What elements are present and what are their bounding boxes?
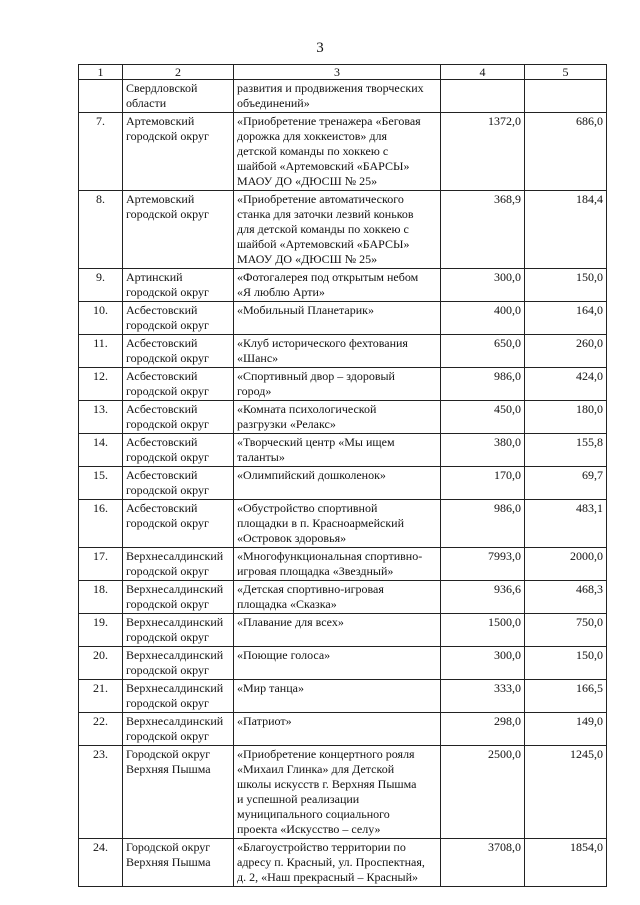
row-number-cell bbox=[79, 434, 123, 467]
project-name-cell bbox=[234, 191, 441, 269]
row-number-cell bbox=[79, 467, 123, 500]
project-name-cell bbox=[234, 680, 441, 713]
table-row bbox=[79, 191, 607, 269]
row-number: 12. bbox=[93, 369, 108, 383]
subsidy-amount: 686,0 bbox=[576, 114, 603, 128]
total-amount-cell bbox=[441, 434, 525, 467]
subsidy-amount: 424,0 bbox=[576, 369, 603, 383]
total-amount: 1500,0 bbox=[488, 615, 521, 629]
municipality-name: Верхнесалдинский городской округ bbox=[126, 714, 224, 743]
subsidy-amount: 180,0 bbox=[576, 402, 603, 416]
total-amount-cell bbox=[441, 113, 525, 191]
municipality-name-cell bbox=[123, 434, 234, 467]
table-row bbox=[79, 368, 607, 401]
municipality-name-cell bbox=[123, 269, 234, 302]
project-name: «Фотогалерея под открытым небом «Я люблю Арти» bbox=[237, 270, 419, 299]
municipality-name-cell bbox=[123, 80, 234, 113]
row-number-cell bbox=[79, 302, 123, 335]
project-name: «Клуб исторического фехтования «Шанс» bbox=[237, 336, 408, 365]
project-name: развития и продвижения творческих объединений» bbox=[237, 81, 424, 110]
row-number: 22. bbox=[93, 714, 108, 728]
project-name: «Спортивный двор – здоровый город» bbox=[237, 369, 395, 398]
row-number: 13. bbox=[93, 402, 108, 416]
project-name-cell bbox=[234, 467, 441, 500]
project-name: «Олимпийский дошколенок» bbox=[237, 468, 386, 482]
total-amount-cell bbox=[441, 335, 525, 368]
municipality-name: Верхнесалдинский городской округ bbox=[126, 648, 224, 677]
municipality-name: Свердловской области bbox=[126, 81, 198, 110]
total-amount-cell bbox=[441, 746, 525, 839]
municipality-name: Городской округ Верхняя Пышма bbox=[126, 840, 211, 869]
table-row bbox=[79, 548, 607, 581]
municipality-name-cell bbox=[123, 839, 234, 887]
header-row bbox=[79, 65, 607, 80]
total-amount: 300,0 bbox=[494, 648, 521, 662]
row-number: 16. bbox=[93, 501, 108, 515]
row-number: 18. bbox=[93, 582, 108, 596]
subsidy-amount-cell bbox=[525, 746, 607, 839]
table-row bbox=[79, 581, 607, 614]
table-row bbox=[79, 113, 607, 191]
total-amount-cell bbox=[441, 269, 525, 302]
table-row bbox=[79, 647, 607, 680]
total-amount-cell bbox=[441, 467, 525, 500]
project-name-cell bbox=[234, 80, 441, 113]
total-amount-cell bbox=[441, 368, 525, 401]
subsidy-amount-cell bbox=[525, 302, 607, 335]
municipality-name: Асбестовский городской округ bbox=[126, 468, 209, 497]
municipality-name-cell bbox=[123, 368, 234, 401]
project-name: «Патриот» bbox=[237, 714, 292, 728]
project-name: «Приобретение автоматического станка для заточки лезвий коньков для детской команды по хоккею с шайбой «Артемовский «БАРСЫ» МАОУ ДО «ДЮСШ № 25» bbox=[237, 192, 414, 266]
total-amount: 333,0 bbox=[494, 681, 521, 695]
project-name-cell bbox=[234, 335, 441, 368]
project-name-cell bbox=[234, 647, 441, 680]
row-number-cell bbox=[79, 80, 123, 113]
total-amount: 3708,0 bbox=[488, 840, 521, 854]
row-number: 14. bbox=[93, 435, 108, 449]
subsidy-amount-cell bbox=[525, 80, 607, 113]
municipality-name-cell bbox=[123, 548, 234, 581]
row-number-cell bbox=[79, 680, 123, 713]
total-amount: 7993,0 bbox=[488, 549, 521, 563]
project-name: «Многофункциональная спортивно- игровая площадка «Звездный» bbox=[237, 549, 423, 578]
municipality-name-cell bbox=[123, 746, 234, 839]
project-name: «Комната психологической разгрузки «Релакс» bbox=[237, 402, 377, 431]
municipality-name: Асбестовский городской округ bbox=[126, 369, 209, 398]
project-name-cell bbox=[234, 581, 441, 614]
subsidy-amount-cell bbox=[525, 713, 607, 746]
total-amount-cell bbox=[441, 401, 525, 434]
total-amount: 380,0 bbox=[494, 435, 521, 449]
total-amount: 986,0 bbox=[494, 501, 521, 515]
subsidy-amount: 166,5 bbox=[576, 681, 603, 695]
project-name-cell bbox=[234, 401, 441, 434]
total-amount: 986,0 bbox=[494, 369, 521, 383]
subsidy-amount-cell bbox=[525, 500, 607, 548]
municipality-name-cell bbox=[123, 335, 234, 368]
header-cell: 5 bbox=[525, 65, 607, 80]
total-amount-cell bbox=[441, 839, 525, 887]
total-amount-cell bbox=[441, 500, 525, 548]
project-name-cell bbox=[234, 434, 441, 467]
row-number-cell bbox=[79, 614, 123, 647]
total-amount: 170,0 bbox=[494, 468, 521, 482]
subsidy-amount: 69,7 bbox=[582, 468, 603, 482]
subsidy-amount: 150,0 bbox=[576, 270, 603, 284]
table-row bbox=[79, 401, 607, 434]
project-name: «Творческий центр «Мы ищем таланты» bbox=[237, 435, 395, 464]
total-amount: 400,0 bbox=[494, 303, 521, 317]
table-row bbox=[79, 80, 607, 113]
table-row bbox=[79, 746, 607, 839]
subsidy-amount-cell bbox=[525, 467, 607, 500]
table-row bbox=[79, 467, 607, 500]
project-name-cell bbox=[234, 746, 441, 839]
municipality-name: Асбестовский городской округ bbox=[126, 303, 209, 332]
municipality-name: Артемовский городской округ bbox=[126, 114, 209, 143]
row-number: 7. bbox=[96, 114, 105, 128]
project-name-cell bbox=[234, 113, 441, 191]
table-row bbox=[79, 680, 607, 713]
funding-table bbox=[78, 64, 607, 887]
table-row bbox=[79, 335, 607, 368]
municipality-name-cell bbox=[123, 467, 234, 500]
subsidy-amount: 164,0 bbox=[576, 303, 603, 317]
project-name: «Мир танца» bbox=[237, 681, 304, 695]
project-name-cell bbox=[234, 368, 441, 401]
total-amount-cell bbox=[441, 680, 525, 713]
subsidy-amount: 155,8 bbox=[576, 435, 603, 449]
subsidy-amount-cell bbox=[525, 647, 607, 680]
total-amount: 450,0 bbox=[494, 402, 521, 416]
row-number-cell bbox=[79, 401, 123, 434]
row-number-cell bbox=[79, 839, 123, 887]
table-row bbox=[79, 614, 607, 647]
subsidy-amount-cell bbox=[525, 191, 607, 269]
table-row bbox=[79, 434, 607, 467]
municipality-name: Артинский городской округ bbox=[126, 270, 209, 299]
project-name-cell bbox=[234, 548, 441, 581]
subsidy-amount: 1854,0 bbox=[570, 840, 603, 854]
municipality-name-cell bbox=[123, 713, 234, 746]
municipality-name-cell bbox=[123, 614, 234, 647]
project-name-cell bbox=[234, 839, 441, 887]
municipality-name: Верхнесалдинский городской округ bbox=[126, 681, 224, 710]
row-number: 8. bbox=[96, 192, 105, 206]
project-name: «Благоустройство территории по адресу п. Красный, ул. Проспектная, д. 2, «Наш прекрасный – Красный» bbox=[237, 840, 425, 884]
subsidy-amount-cell bbox=[525, 581, 607, 614]
subsidy-amount-cell bbox=[525, 335, 607, 368]
municipality-name: Асбестовский городской округ bbox=[126, 501, 209, 530]
subsidy-amount: 1245,0 bbox=[570, 747, 603, 761]
municipality-name: Верхнесалдинский городской округ bbox=[126, 549, 224, 578]
total-amount-cell bbox=[441, 713, 525, 746]
table-row bbox=[79, 500, 607, 548]
row-number: 24. bbox=[93, 840, 108, 854]
municipality-name: Верхнесалдинский городской округ bbox=[126, 615, 224, 644]
total-amount-cell bbox=[441, 647, 525, 680]
total-amount: 300,0 bbox=[494, 270, 521, 284]
municipality-name-cell bbox=[123, 302, 234, 335]
municipality-name-cell bbox=[123, 680, 234, 713]
total-amount-cell bbox=[441, 302, 525, 335]
header-cell: 4 bbox=[441, 65, 525, 80]
municipality-name-cell bbox=[123, 191, 234, 269]
row-number-cell bbox=[79, 191, 123, 269]
row-number-cell bbox=[79, 548, 123, 581]
municipality-name: Асбестовский городской округ bbox=[126, 402, 209, 431]
total-amount-cell bbox=[441, 581, 525, 614]
municipality-name: Городской округ Верхняя Пышма bbox=[126, 747, 211, 776]
subsidy-amount: 2000,0 bbox=[570, 549, 603, 563]
row-number-cell bbox=[79, 500, 123, 548]
row-number-cell bbox=[79, 113, 123, 191]
project-name-cell bbox=[234, 302, 441, 335]
municipality-name-cell bbox=[123, 500, 234, 548]
row-number: 9. bbox=[96, 270, 105, 284]
table-row bbox=[79, 839, 607, 887]
project-name: «Плавание для всех» bbox=[237, 615, 344, 629]
row-number: 19. bbox=[93, 615, 108, 629]
subsidy-amount-cell bbox=[525, 614, 607, 647]
table-row bbox=[79, 713, 607, 746]
page-number: 3 bbox=[316, 40, 324, 56]
row-number-cell bbox=[79, 269, 123, 302]
row-number-cell bbox=[79, 713, 123, 746]
total-amount: 1372,0 bbox=[488, 114, 521, 128]
total-amount-cell bbox=[441, 80, 525, 113]
subsidy-amount: 468,3 bbox=[576, 582, 603, 596]
municipality-name: Асбестовский городской округ bbox=[126, 435, 209, 464]
header-cell: 2 bbox=[123, 65, 234, 80]
row-number: 23. bbox=[93, 747, 108, 761]
row-number-cell bbox=[79, 581, 123, 614]
subsidy-amount-cell bbox=[525, 269, 607, 302]
subsidy-amount-cell bbox=[525, 113, 607, 191]
subsidy-amount: 149,0 bbox=[576, 714, 603, 728]
municipality-name: Артемовский городской округ bbox=[126, 192, 209, 221]
project-name: «Приобретение тренажера «Беговая дорожка для хоккеистов» для детской команды по хоккею с шайбой «Артемовский «БАРСЫ» МАОУ ДО «ДЮСШ № 25» bbox=[237, 114, 421, 188]
total-amount: 936,6 bbox=[494, 582, 521, 596]
project-name-cell bbox=[234, 269, 441, 302]
total-amount-cell bbox=[441, 614, 525, 647]
subsidy-amount: 184,4 bbox=[576, 192, 603, 206]
subsidy-amount-cell bbox=[525, 368, 607, 401]
total-amount: 650,0 bbox=[494, 336, 521, 350]
row-number-cell bbox=[79, 746, 123, 839]
row-number-cell bbox=[79, 368, 123, 401]
subsidy-amount: 150,0 bbox=[576, 648, 603, 662]
municipality-name-cell bbox=[123, 581, 234, 614]
project-name: «Поющие голоса» bbox=[237, 648, 331, 662]
subsidy-amount-cell bbox=[525, 680, 607, 713]
total-amount: 368,9 bbox=[494, 192, 521, 206]
total-amount-cell bbox=[441, 191, 525, 269]
row-number: 17. bbox=[93, 549, 108, 563]
subsidy-amount-cell bbox=[525, 839, 607, 887]
row-number-cell bbox=[79, 335, 123, 368]
project-name-cell bbox=[234, 500, 441, 548]
project-name-cell bbox=[234, 713, 441, 746]
table-row bbox=[79, 269, 607, 302]
project-name: «Приобретение концертного рояля «Михаил Глинка» для Детской школы искусств г. Верхняя Пышма и успешной реализации муниципального социального проекта «Искусство – селу» bbox=[237, 747, 417, 836]
table-row bbox=[79, 302, 607, 335]
municipality-name-cell bbox=[123, 113, 234, 191]
row-number: 21. bbox=[93, 681, 108, 695]
subsidy-amount: 750,0 bbox=[576, 615, 603, 629]
project-name-cell bbox=[234, 614, 441, 647]
subsidy-amount-cell bbox=[525, 434, 607, 467]
municipality-name-cell bbox=[123, 647, 234, 680]
row-number-cell bbox=[79, 647, 123, 680]
subsidy-amount: 483,1 bbox=[576, 501, 603, 515]
row-number: 15. bbox=[93, 468, 108, 482]
subsidy-amount-cell bbox=[525, 401, 607, 434]
header-cell: 1 bbox=[79, 65, 123, 80]
row-number: 20. bbox=[93, 648, 108, 662]
total-amount-cell bbox=[441, 548, 525, 581]
row-number: 10. bbox=[93, 303, 108, 317]
project-name: «Детская спортивно-игровая площадка «Сказка» bbox=[237, 582, 384, 611]
municipality-name-cell bbox=[123, 401, 234, 434]
total-amount: 2500,0 bbox=[488, 747, 521, 761]
project-name: «Обустройство спортивной площадки в п. Красноармейский «Островок здоровья» bbox=[237, 501, 404, 545]
subsidy-amount-cell bbox=[525, 548, 607, 581]
project-name: «Мобильный Планетарик» bbox=[237, 303, 374, 317]
municipality-name: Верхнесалдинский городской округ bbox=[126, 582, 224, 611]
municipality-name: Асбестовский городской округ bbox=[126, 336, 209, 365]
total-amount: 298,0 bbox=[494, 714, 521, 728]
header-cell: 3 bbox=[234, 65, 441, 80]
subsidy-amount: 260,0 bbox=[576, 336, 603, 350]
row-number: 11. bbox=[93, 336, 108, 350]
